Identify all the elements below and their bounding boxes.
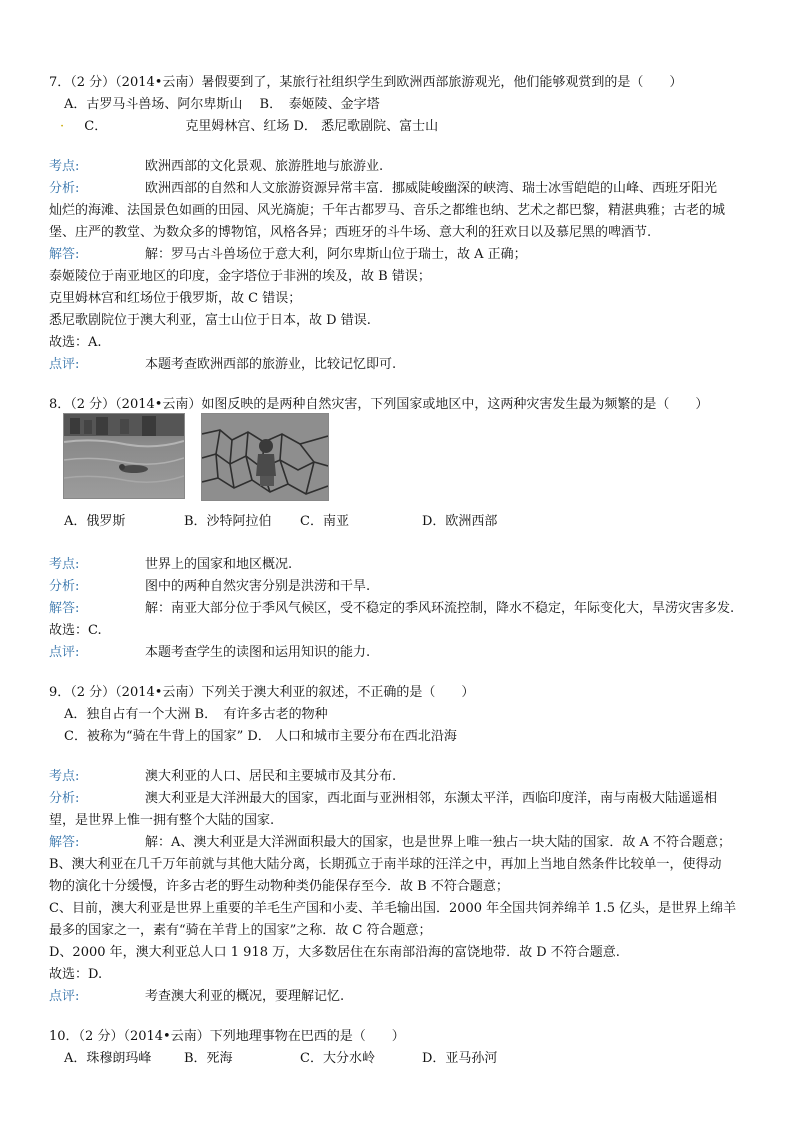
q7-stem: 7．（2 分）（2014•云南）暑假要到了，某旅行社组织学生到欧洲西部旅游观光，他们能够观赏到的是（ ）: [49, 75, 683, 90]
q9-fenxi-line2: 望，是世界上惟一拥有整个大陆的国家.: [49, 813, 275, 828]
q7-options-row1: A．古罗马斗兽场、阿尔卑斯山 B． 泰姬陵、金字塔: [64, 97, 380, 112]
q9-jieda-line4: C、目前，澳大利亚是世界上重要的羊毛生产国和小麦、羊毛输出国．2000 年全国共饲养绵羊 1.5 亿头，是世界上绵羊: [49, 901, 737, 916]
q7-option-c-letter: C．: [84, 119, 108, 134]
q7-fenxi-line1: 欧洲西部的自然和人文旅游资源异常丰富．挪威陡峻幽深的峡湾、瑞士冰雪皑皑的山峰、西班牙阳光: [145, 181, 718, 196]
flood-photo-graphic: [64, 414, 184, 498]
q10-option-a: A．珠穆朗玛峰: [64, 1051, 152, 1066]
q9-jieda-line1: 解：A、澳大利亚是大洋洲面积最大的国家，也是世界上唯一独占一块大陆的国家．故 A 不符合题意；: [145, 835, 732, 850]
stray-dot-mark: ·: [60, 119, 65, 134]
q7-fenxi-label: 分析:: [49, 181, 80, 196]
q9-jieda-line6: D、2000 年，澳大利亚总人口 1 918 万，大多数居住在东南部沿海的富饶地带．故 D 不符合题意.: [49, 945, 620, 960]
q8-kaodian-text: 世界上的国家和地区概况.: [145, 557, 293, 572]
q8-option-d: D．欧洲西部: [422, 514, 498, 529]
q9-answer: 故选：D.: [49, 967, 103, 982]
flood-photo: [63, 413, 185, 499]
q8-option-a: A．俄罗斯: [64, 514, 126, 529]
q9-kaodian-text: 澳大利亚的人口、居民和主要城市及其分布.: [145, 769, 397, 784]
q9-jieda-line2: B、澳大利亚在几千万年前就与其他大陆分离，长期孤立于南半球的汪洋之中，再加上当地自然条件比较单一，使得动: [49, 857, 722, 872]
q9-kaodian-label: 考点:: [49, 769, 80, 784]
q10-option-d: D．亚马孙河: [422, 1051, 498, 1066]
q9-options-row1: A．独自占有一个大洲 B． 有许多古老的物种: [64, 707, 328, 722]
q8-fenxi-label: 分析:: [49, 579, 80, 594]
q7-dianping-text: 本题考查欧洲西部的旅游业，比较记忆即可.: [145, 357, 397, 372]
drought-photo: [201, 413, 329, 501]
q8-dianping-text: 本题考查学生的读图和运用知识的能力.: [145, 645, 371, 660]
q9-dianping-label: 点评:: [49, 989, 80, 1004]
q7-kaodian-text: 欧洲西部的文化景观、旅游胜地与旅游业.: [145, 159, 384, 174]
q8-stem: 8．（2 分）（2014•云南）如图反映的是两种自然灾害，下列国家或地区中，这两种灾害发生最为频繁的是（ ）: [49, 397, 709, 412]
q7-option-c-text: 克里姆林宫、红场 D． 悉尼歌剧院、富士山: [185, 119, 439, 134]
q9-fenxi-line1: 澳大利亚是大洋洲最大的国家，西北面与亚洲相邻，东濒太平洋，西临印度洋，南与南极大陆遥遥相: [145, 791, 718, 806]
q7-jieda-line2: 泰姬陵位于南亚地区的印度，金字塔位于非洲的埃及，故 B 错误；: [49, 269, 431, 284]
q8-option-c: C．南亚: [300, 514, 349, 529]
q8-option-b: B．沙特阿拉伯: [184, 514, 272, 529]
q9-stem: 9．（2 分）（2014•云南）下列关于澳大利亚的叙述，不正确的是（ ）: [49, 685, 475, 700]
q10-option-b: B．死海: [184, 1051, 233, 1066]
q7-answer: 故选：A.: [49, 335, 102, 350]
q7-options-row2: [60, 118, 438, 136]
q7-jieda-line3: 克里姆林宫和红场位于俄罗斯，故 C 错误；: [49, 291, 302, 306]
q9-options-row2: C．被称为“骑在牛背上的国家” D． 人口和城市主要分布在西北沿海: [64, 729, 457, 744]
q9-jieda-label: 解答:: [49, 835, 80, 850]
q7-dianping-label: 点评:: [49, 357, 80, 372]
q7-jieda-label: 解答:: [49, 247, 80, 262]
q10-option-c: C．大分水岭: [300, 1051, 375, 1066]
q7-fenxi-line2: 灿烂的海滩、法国景色如画的田园、风光旖旎；千年古都罗马、音乐之都维也纳、艺术之都巴黎，精湛典雅；古老的城: [49, 203, 726, 218]
q7-kaodian-label: 考点:: [49, 159, 80, 174]
q8-jieda-text: 解：南亚大部分位于季风气候区，受不稳定的季风环流控制，降水不稳定，年际变化大，旱涝灾害多发.: [145, 601, 735, 616]
drought-photo-graphic: [202, 414, 328, 500]
q8-kaodian-label: 考点:: [49, 557, 80, 572]
q7-jieda-line4: 悉尼歌剧院位于澳大利亚，富士山位于日本，故 D 错误.: [49, 313, 371, 328]
q10-stem: 10．（2 分）（2014•云南）下列地理事物在巴西的是（ ）: [49, 1029, 405, 1044]
q8-dianping-label: 点评:: [49, 645, 80, 660]
q8-answer: 故选：C.: [49, 623, 102, 638]
q9-jieda-line3: 物的演化十分缓慢，许多古老的野生动物种类仍能保存至今．故 B 不符合题意；: [49, 879, 509, 894]
q9-dianping-text: 考查澳大利亚的概况，要理解记忆.: [145, 989, 345, 1004]
q7-jieda-line1: 解：罗马古斗兽场位于意大利，阿尔卑斯山位于瑞士，故 A 正确；: [145, 247, 527, 262]
q8-fenxi-text: 图中的两种自然灾害分别是洪涝和干旱.: [145, 579, 371, 594]
q8-jieda-label: 解答:: [49, 601, 80, 616]
q9-jieda-line5: 最多的国家之一，素有“骑在羊背上的国家”之称．故 C 符合题意；: [49, 923, 432, 938]
q7-fenxi-line3: 堡、庄严的教堂、为数众多的博物馆，风格各异；西班牙的斗牛场、意大利的狂欢日以及慕尼黑的啤酒节.: [49, 225, 652, 240]
q9-fenxi-label: 分析:: [49, 791, 80, 806]
